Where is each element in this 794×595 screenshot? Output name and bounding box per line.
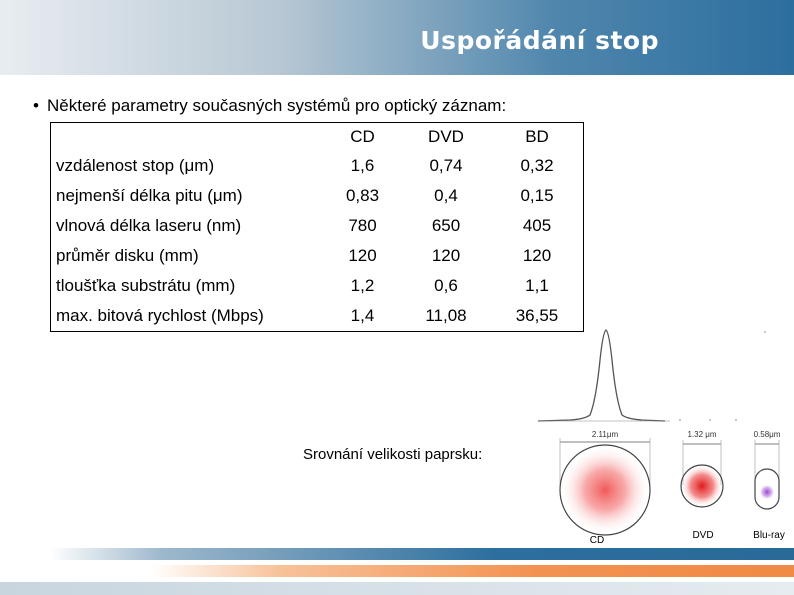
cell-dvd: 0,6: [434, 276, 458, 295]
cell-bd: 1,1: [525, 276, 549, 295]
beam-comparison-caption: Srovnání velikosti paprsku:: [303, 446, 483, 463]
table-header-cd: CD: [350, 127, 375, 146]
footer-orange-bar: [150, 565, 794, 577]
table-row: [51, 211, 584, 241]
cell-dvd: 120: [431, 246, 461, 265]
row-label: vzdálenost stop (μm): [56, 156, 215, 175]
table-row: [51, 181, 584, 211]
cell-dvd: 0,4: [434, 186, 458, 205]
bd-size-label: 0.58μm: [753, 430, 781, 439]
table-header-bd: BD: [525, 127, 549, 146]
footer-blue-bar: [50, 548, 794, 560]
cd-label: CD: [589, 535, 605, 546]
table-header-empty: [51, 123, 325, 152]
cell-dvd: 0,74: [429, 156, 463, 175]
cell-dvd: 11,08: [425, 306, 467, 325]
row-label: tloušťka substrátu (mm): [56, 276, 236, 295]
table-row: [51, 271, 584, 301]
bd-spot: [759, 484, 775, 500]
cell-cd: 0,83: [345, 186, 380, 205]
bullet-text: [33, 96, 506, 116]
row-label: nejmenší délka pitu (μm): [56, 186, 243, 205]
cell-cd: 1,2: [350, 276, 375, 295]
cell-cd: 1,6: [350, 156, 375, 175]
dvd-size-label: 1.32 μm: [687, 430, 717, 439]
cell-bd: 405: [522, 216, 552, 235]
cd-spot: [560, 445, 650, 535]
cd-size-label: 2.11μm: [591, 430, 619, 439]
slide-header: [0, 0, 794, 75]
table-row: [51, 151, 584, 181]
table-header-dvd: DVD: [428, 127, 464, 146]
dvd-label: DVD: [692, 530, 714, 541]
cell-bd: 36,55: [515, 306, 559, 325]
dvd-spot: [681, 465, 723, 507]
row-label: vlnová délka laseru (nm): [56, 216, 242, 235]
table-row: [51, 241, 584, 271]
cell-cd: 1,4: [350, 306, 375, 325]
footer-grey-bar: [0, 582, 794, 595]
parameters-table: [50, 122, 584, 332]
table-row: [51, 301, 584, 332]
bullet-label: Některé parametry současných systémů pro optický záznam:: [47, 96, 507, 115]
dot-marker: [679, 419, 681, 421]
row-label: max. bitová rychlost (Mbps): [56, 306, 264, 325]
table-header-row: [51, 123, 584, 152]
beam-size-diagram: [530, 320, 794, 550]
cell-cd: 120: [348, 246, 377, 265]
cell-bd: 120: [522, 246, 552, 265]
cell-cd: 780: [348, 216, 377, 235]
bullet-mark: •: [33, 96, 39, 115]
slide-title: Uspořádání stop: [420, 26, 659, 55]
bd-label: Blu-ray: [753, 530, 785, 541]
dot-marker: [735, 419, 737, 421]
row-label: průměr disku (mm): [56, 246, 199, 265]
cell-bd: 0,32: [520, 156, 554, 175]
cell-bd: 0,15: [520, 186, 554, 205]
dot-marker: [709, 419, 711, 421]
cell-dvd: 650: [431, 216, 461, 235]
beam-profile-curve: [538, 330, 665, 421]
dot-marker: [764, 331, 766, 333]
